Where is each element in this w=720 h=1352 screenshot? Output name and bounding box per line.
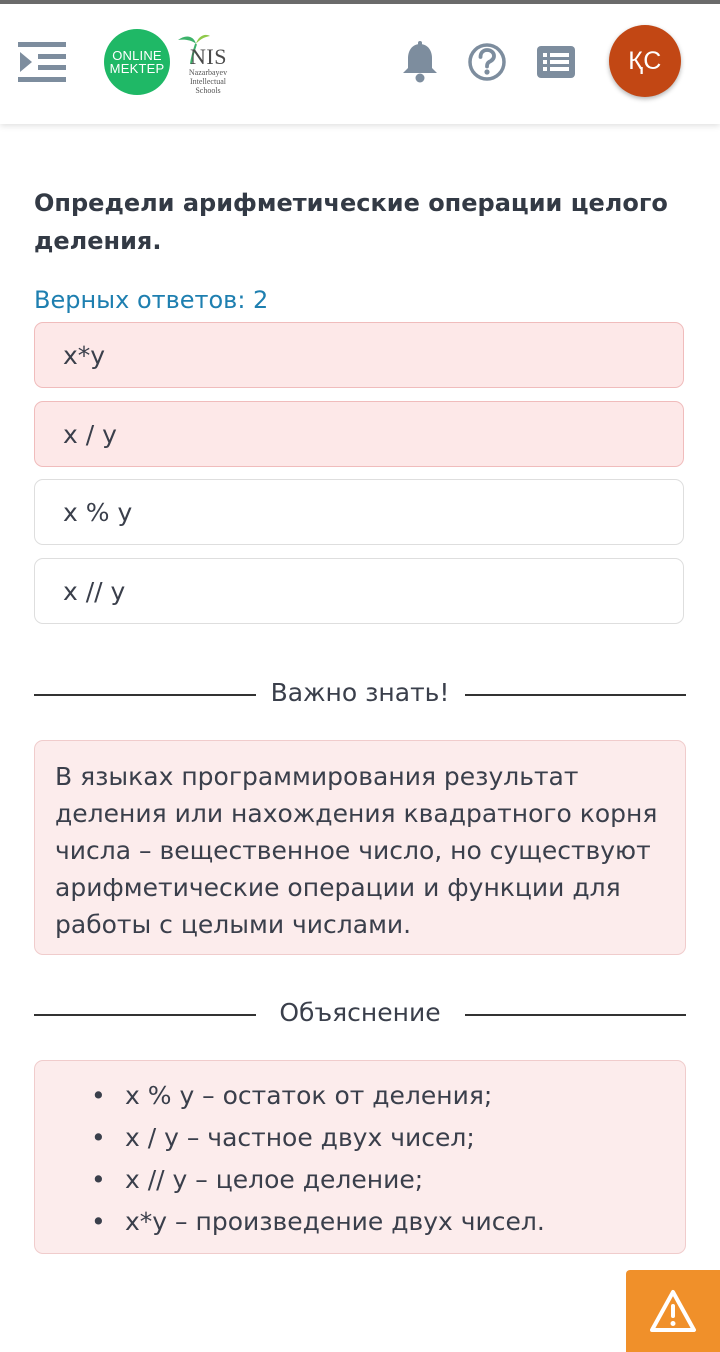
answer-option-label: x / y [63,419,117,449]
list-item: • x // y – целое деление; [125,1159,685,1201]
report-problem-button[interactable] [626,1270,720,1352]
help-icon[interactable] [465,40,509,84]
answer-option-label: x*y [63,340,106,370]
answer-option-label: x % y [63,497,133,527]
bell-icon[interactable] [398,40,442,84]
answer-option[interactable] [34,322,684,388]
explanation-divider [34,994,686,1034]
explanation-heading: Объяснение [279,998,441,1027]
important-heading: Важно знать! [270,678,450,707]
explanation-box [34,1060,686,1254]
list-item: • x % y – остаток от деления; [125,1075,685,1117]
nis-logo-subtitle: Nazarbayev Intellectual Schools [188,68,228,95]
correct-answers-count: Верных ответов: 2 [34,286,269,314]
answer-option[interactable] [34,479,684,545]
status-line [0,0,720,4]
question-text: Определи арифметические операции целого деления. [34,189,668,255]
list-bullet: • [91,1165,106,1194]
list-bullet: • [91,1123,106,1152]
important-note [34,740,686,955]
online-mektep-logo[interactable]: ONLINE MEKTEP [104,29,170,95]
explanation-list [35,1061,685,1243]
top-bar [0,0,720,124]
answer-option-label: x // y [63,576,126,606]
list-bullet: • [91,1081,106,1110]
important-divider [34,674,686,714]
menu-icon[interactable] [18,40,66,84]
answer-option[interactable] [34,558,684,624]
list-item: • x*y – произведение двух чисел. [125,1201,685,1243]
list-item: • x / y – частное двух чисел; [125,1117,685,1159]
list-bullet: • [91,1207,106,1236]
answer-option[interactable] [34,401,684,467]
user-avatar[interactable]: ҚС [609,25,681,97]
list-icon[interactable] [534,40,578,84]
important-text: В языках программирования результат деления или нахождения квадратного корня числа – вещественное число, но существуют арифметические операции и функции для работы с целыми числами. [55,762,658,939]
nis-logo-title: NIS [190,44,227,69]
warning-icon [648,1288,698,1334]
